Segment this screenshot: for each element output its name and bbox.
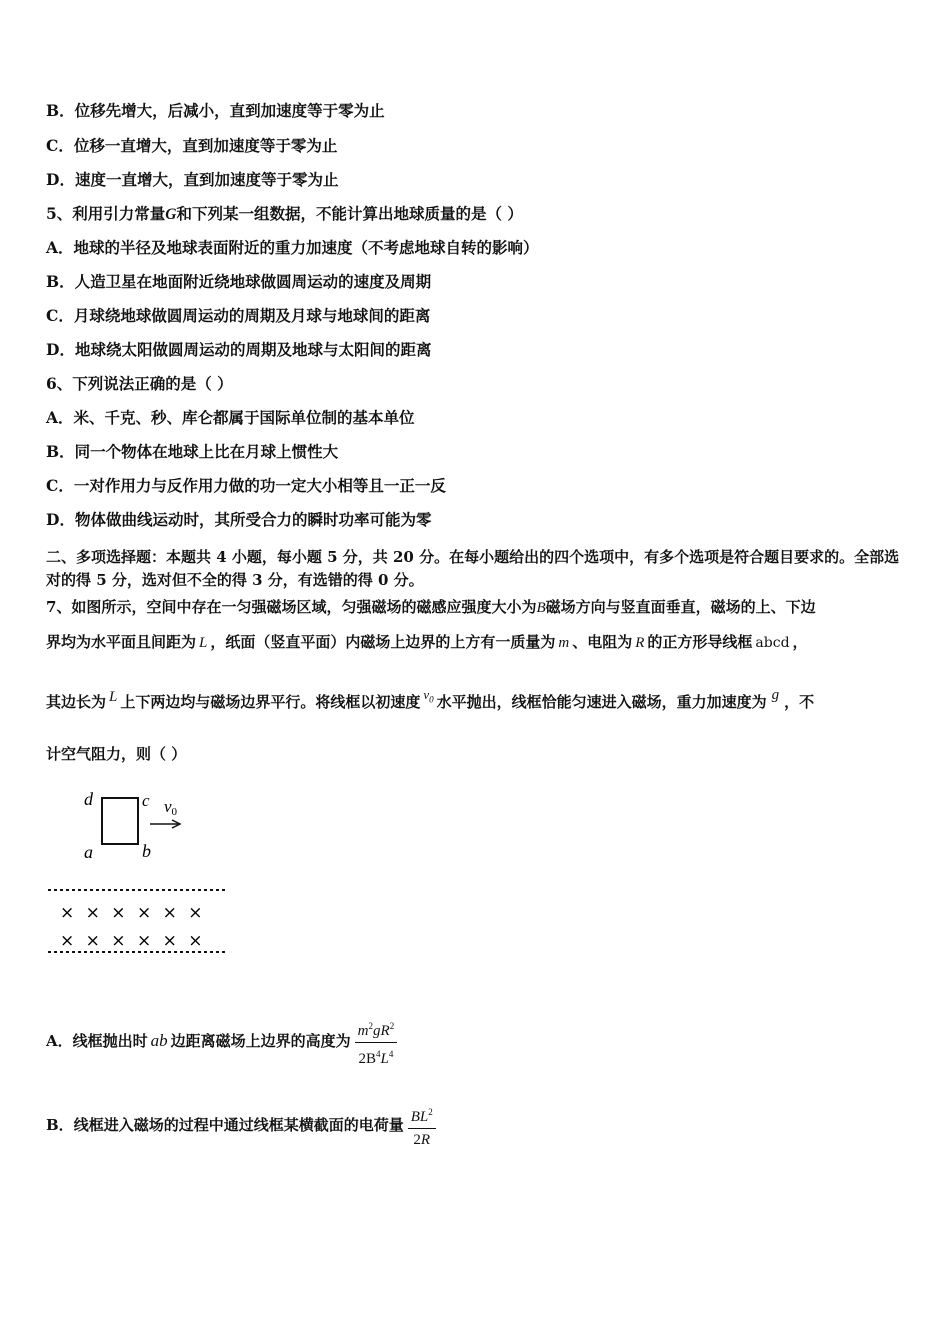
magnetic-field-diagram [40, 780, 240, 960]
velocity-label: v0 [164, 797, 178, 818]
q7-option-b: B．线框进入磁场的过程中通过线框某横截面的电荷量 $\frac{BL^2}{2R}$ [46, 1098, 436, 1152]
q5-option-c: C．月球绕地球做圆周运动的周期及月球与地球间的距离 [46, 306, 431, 325]
height-formula: $\frac{m^2gR^2}{2B^4L^4}$ [355, 1015, 398, 1070]
square-wire-frame [102, 798, 138, 844]
corner-label-b: b [142, 841, 151, 861]
q6-option-d: D．物体做曲线运动时，其所受合力的瞬时功率可能为零 [46, 510, 432, 529]
section-2-heading: 二、多项选择题：本题共 4 小题，每小题 5 分，共 20 分。在每小题给出的四个选项中，有多个选项是符合题目要求的。全部选对的得 5 分，选对但不全的得 3 分，有选错的得 0 分。 [46, 548, 900, 589]
q4-option-d: D．速度一直增大，直到加速度等于零为止 [46, 170, 339, 189]
q6-option-a: A．米、千克、秒、库仑都属于国际单位制的基本单位 [46, 408, 415, 427]
q7-stem-line2: 界均为水平面且间距为 L ，纸面（竖直平面）内磁场上边界的上方有一质量为 m 、电阻为 R 的正方形导线框 abcd ， [46, 633, 808, 651]
q7-stem-line4: 计空气阻力，则（ ） [46, 745, 187, 763]
corner-label-c: c [142, 791, 150, 810]
charge-formula: $\frac{BL^2}{2R}$ [408, 1101, 436, 1151]
field-cross-row-2: × × × × × × [60, 931, 206, 951]
q7-stem-line1: 7、如图所示，空间中存在一匀强磁场区域，匀强磁场的磁感应强度大小为B磁场方向与竖直面垂直，磁场的上、下边 [46, 598, 816, 616]
wire-frame-figure [40, 780, 240, 964]
q7-stem-line3: 其边长为 L 上下两边均与磁场边界平行。将线框以初速度 $v_0$ 水平抛出，线框恰能匀速进入磁场，重力加速度为 g ，不 [46, 687, 815, 711]
q4-option-b: B．位移先增大，后减小，直到加速度等于零为止 [46, 101, 385, 120]
corner-label-d: d [84, 789, 93, 809]
field-cross-row-1: × × × × × × [60, 903, 206, 923]
q7-option-a: A．线框抛出时 ab 边距离磁场上边界的高度为 $\frac{m^2gR^2}{2B^4L^4}$ [46, 1014, 397, 1070]
q6-stem: 6、下列说法正确的是（ ） [46, 374, 233, 393]
q5-option-b: B．人造卫星在地面附近绕地球做圆周运动的速度及周期 [46, 272, 432, 291]
q5-stem: 5、利用引力常量G和下列某一组数据，不能计算出地球质量的是（ ） [46, 204, 523, 223]
q5-option-d: D．地球绕太阳做圆周运动的周期及地球与太阳间的距离 [46, 340, 432, 359]
q6-option-c: C．一对作用力与反作用力做的功一定大小相等且一正一反 [46, 476, 446, 495]
q4-option-c: C．位移一直增大，直到加速度等于零为止 [46, 136, 338, 155]
q6-option-b: B．同一个物体在地球上比在月球上惯性大 [46, 442, 339, 461]
q5-option-a: A．地球的半径及地球表面附近的重力加速度（不考虑地球自转的影响） [46, 238, 539, 257]
corner-label-a: a [84, 842, 93, 862]
